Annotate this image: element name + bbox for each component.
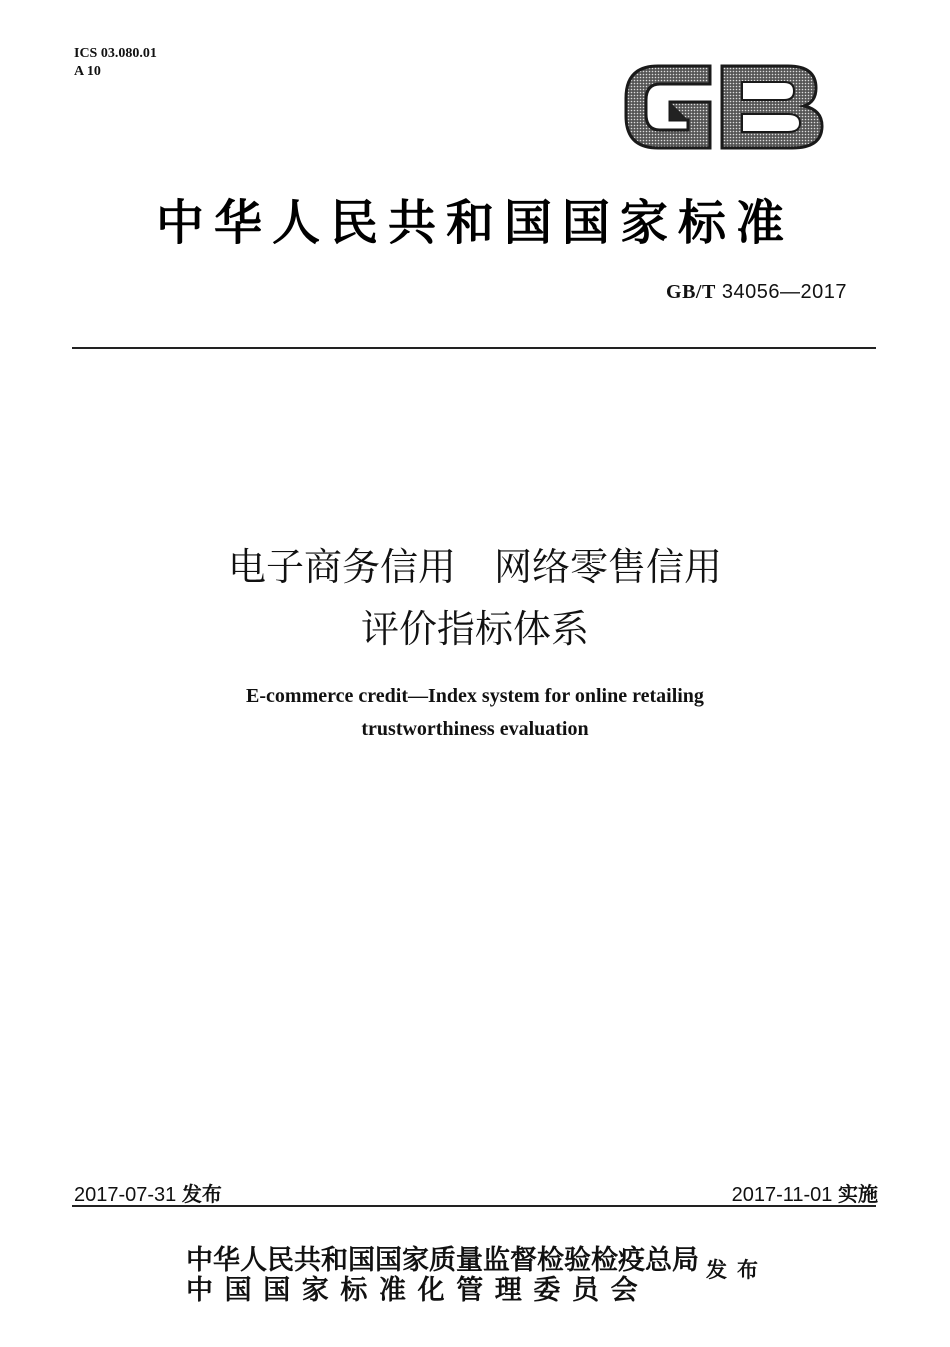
standard-number-prefix: GB/T xyxy=(666,281,716,303)
chinese-title-line-1: 电子商务信用 网络零售信用 xyxy=(227,545,722,589)
standard-number-value: 34056—2017 xyxy=(721,281,847,303)
classification-codes xyxy=(74,44,157,80)
issue-label: 发布 xyxy=(181,1184,222,1206)
gb-logo xyxy=(618,58,830,154)
implement-date-value: 2017-11-01 xyxy=(731,1184,833,1206)
standard-number xyxy=(666,281,847,304)
implementation-date xyxy=(732,1178,878,1207)
ccs-code: A 10 xyxy=(74,64,101,79)
issue-date-value: 2017-07-31 xyxy=(74,1184,177,1206)
english-title-line-2: trustworthiness evaluation xyxy=(361,718,589,740)
implement-label: 实施 xyxy=(838,1184,878,1206)
footer-divider xyxy=(72,1205,876,1207)
national-standard-title: 中华人民共和国国家标准 xyxy=(155,195,794,251)
header-divider xyxy=(72,347,876,349)
english-title-line-1: E-commerce credit—Index system for online retailing xyxy=(246,685,704,707)
issuer-line-1: 中华人民共和国国家质量监督检验检疫总局 xyxy=(186,1245,699,1276)
chinese-title-line-2: 评价指标体系 xyxy=(360,607,589,651)
ics-code: ICS 03.080.01 xyxy=(74,46,157,61)
issuer-line-2: 中国国家标准化管理委员会 xyxy=(186,1275,650,1306)
issue-date xyxy=(74,1178,222,1207)
publish-label: 发布 xyxy=(706,1258,768,1282)
